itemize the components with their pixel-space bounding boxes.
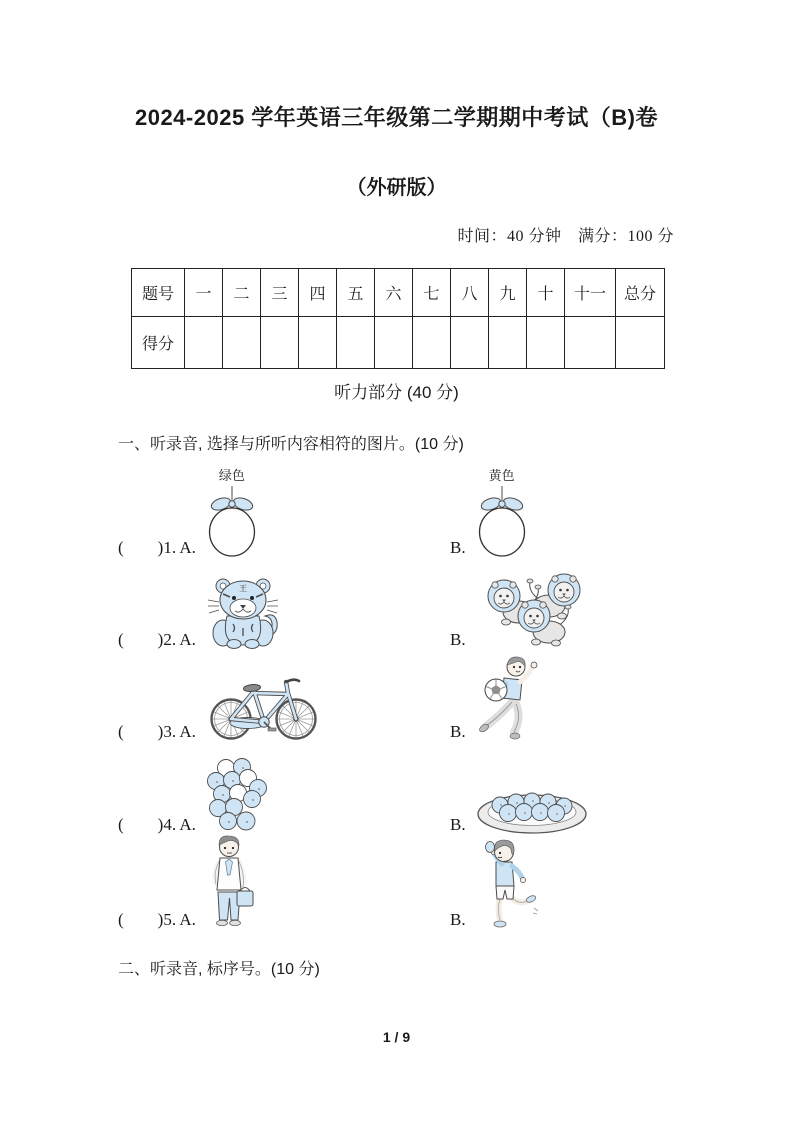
score-row-label: 得分	[132, 317, 185, 369]
score-table-header-row	[132, 269, 665, 317]
plate-image	[476, 783, 588, 835]
question-4-option-a	[118, 757, 450, 835]
green-balloon-illustration	[206, 465, 258, 558]
score-table-header-cell: 二	[223, 269, 261, 317]
section-one-heading: 一、听录音, 选择与所听内容相符的图片。(10 分)	[118, 436, 464, 453]
score-table-header-cell: 五	[337, 269, 375, 317]
bicycle-illustration	[206, 666, 320, 742]
score-cell-empty	[337, 317, 375, 369]
score-table-header-cell: 一	[185, 269, 223, 317]
score-cell-empty	[565, 317, 616, 369]
question-row-1	[118, 465, 528, 558]
tiger-image	[206, 576, 280, 650]
score-table	[131, 268, 665, 369]
tiger-illustration	[206, 576, 280, 650]
question-5-option-b-label: B.	[450, 910, 466, 930]
question-3-option-b-label: B.	[450, 722, 466, 742]
score-cell-empty	[185, 317, 223, 369]
question-2-option-a-label: ( )2. A.	[118, 630, 196, 650]
score-cell-empty	[375, 317, 413, 369]
question-1-option-a	[118, 465, 450, 558]
score-cell-empty	[489, 317, 527, 369]
score-table-header-cell: 三	[261, 269, 299, 317]
question-4-option-b	[450, 783, 588, 835]
question-2-option-b	[450, 564, 598, 650]
question-2-option-b-label: B.	[450, 630, 466, 650]
bicycle-image	[206, 666, 320, 742]
score-cell-empty	[299, 317, 337, 369]
yellow-balloon-illustration	[476, 465, 528, 558]
score-table-header-cell: 四	[299, 269, 337, 317]
standing-man-image	[206, 834, 256, 930]
score-table-header-cell: 题号	[132, 269, 185, 317]
question-row-4	[118, 757, 588, 835]
score-table-header-cell: 七	[413, 269, 451, 317]
score-cell-empty	[261, 317, 299, 369]
page-number: 1 / 9	[382, 1029, 411, 1045]
question-row-2	[118, 564, 598, 650]
score-cell-empty	[223, 317, 261, 369]
balloon-image	[476, 486, 528, 558]
three-lions-illustration	[476, 564, 598, 650]
man-standing-with-bag-illustration	[206, 834, 256, 930]
question-1-option-a-label: ( )1. A.	[118, 538, 196, 558]
score-cell-empty	[616, 317, 665, 369]
score-table-header-cell: 十一	[565, 269, 616, 317]
question-5-option-a-label: ( )5. A.	[118, 910, 196, 930]
score-cell-empty	[413, 317, 451, 369]
page-subtitle: （外研版）	[346, 177, 447, 199]
question-4-option-a-label: ( )4. A.	[118, 815, 196, 835]
score-table-header-cell: 九	[489, 269, 527, 317]
question-3-option-a	[118, 666, 450, 742]
score-cell-empty	[527, 317, 565, 369]
running-boy-image	[476, 838, 540, 930]
score-cell-empty	[451, 317, 489, 369]
question-row-5	[118, 834, 540, 930]
plate-of-meatballs-illustration	[476, 783, 588, 835]
question-3-option-a-label: ( )3. A.	[118, 722, 196, 742]
balloon-caption-yellow: 黄色	[488, 468, 515, 483]
exam-time-score-info: 时间：40 分钟 满分：100 分	[457, 228, 674, 245]
section-two-heading: 二、听录音, 标序号。(10 分)	[118, 961, 320, 978]
jumping-boy-image	[476, 656, 542, 742]
question-5-option-a	[118, 834, 450, 930]
balloon-caption-green: 绿色	[218, 468, 245, 483]
boy-running-illustration	[476, 838, 540, 930]
boy-jumping-with-football-illustration	[476, 656, 542, 742]
lions-image	[476, 564, 598, 650]
question-1-option-b	[450, 465, 528, 558]
page-title: 2024-2025 学年英语三年级第二学期期中考试（B)卷	[134, 105, 659, 130]
listening-part-title: 听力部分 (40 分)	[334, 383, 459, 402]
question-5-option-b	[450, 838, 540, 930]
balloon-image	[206, 486, 258, 558]
question-1-option-b-label: B.	[450, 538, 466, 558]
svg-text:王: 王	[238, 584, 247, 593]
score-table-header-cell: 总分	[616, 269, 665, 317]
score-table-header-cell: 六	[375, 269, 413, 317]
score-table-header-cell: 十	[527, 269, 565, 317]
question-3-option-b	[450, 656, 542, 742]
score-table-score-row	[132, 317, 665, 369]
question-4-option-b-label: B.	[450, 815, 466, 835]
balls-image	[206, 757, 270, 835]
cluster-of-balls-illustration	[206, 757, 270, 835]
question-2-option-a	[118, 576, 450, 650]
question-row-3	[118, 656, 542, 742]
score-table-header-cell: 八	[451, 269, 489, 317]
